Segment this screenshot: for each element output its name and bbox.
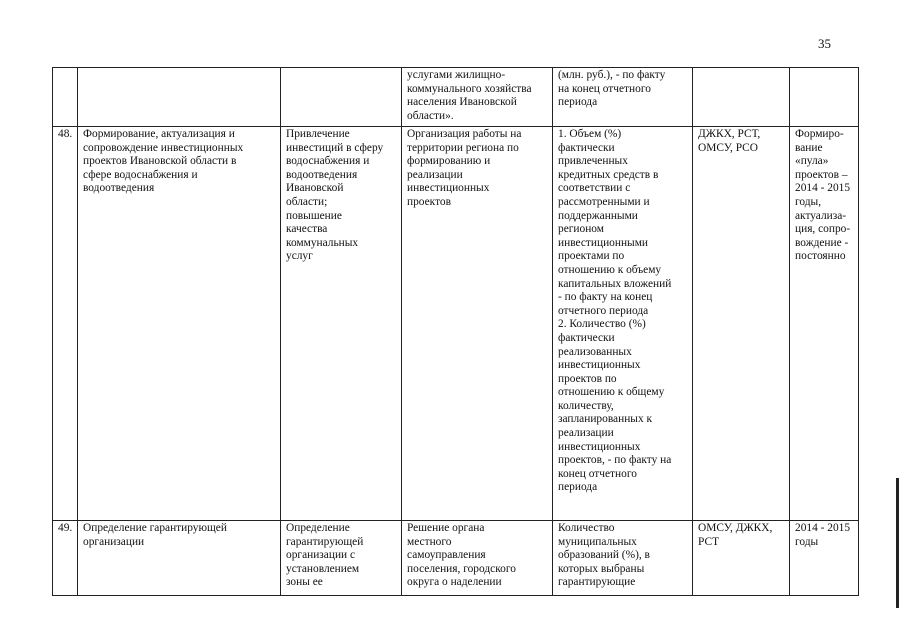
executors-cell — [693, 521, 790, 596]
row-number: 49. — [58, 522, 73, 534]
goal-cell — [281, 68, 402, 127]
table-row — [53, 127, 859, 521]
goal-text: Определение гарантирующей организации с установлением зоны ее — [286, 522, 364, 589]
indicator-text: (млн. руб.), - по факту на конец отчетного периода — [558, 69, 666, 109]
mechanism-text: Решение органа местного самоуправления поселения, городского округа о наделении — [407, 522, 516, 589]
executors-cell — [693, 127, 790, 521]
mechanism-text: Организация работы на территории региона по формированию и реализации инвестиционных проектов — [407, 128, 522, 208]
goal-cell — [281, 127, 402, 521]
deadline-cell — [790, 127, 859, 521]
mechanism-cell — [402, 68, 553, 127]
row-number: 48. — [58, 128, 73, 140]
event-cell — [78, 521, 281, 596]
scan-edge-mark — [896, 478, 899, 608]
measures-table — [52, 67, 859, 596]
executors-text: ОМСУ, ДЖКХ, РСТ — [698, 522, 773, 548]
deadline-text: 2014 - 2015 годы — [795, 522, 851, 548]
deadline-text: Формиро- вание «пула» проектов – 2014 - 2015 годы, актуализа- ция, сопро- вождение - постоянно — [795, 128, 851, 263]
page-number: 35 — [818, 36, 831, 51]
event-text: Определение гарантирующей организации — [83, 522, 227, 548]
indicator-text: Количество муниципальных образований (%), в которых выбраны гарантирующие — [558, 522, 650, 589]
table-row — [53, 521, 859, 596]
event-cell — [78, 127, 281, 521]
executors-text: ДЖКХ, РСТ, ОМСУ, РСО — [698, 128, 761, 154]
event-cell — [78, 68, 281, 127]
mechanism-cell — [402, 521, 553, 596]
executors-cell — [693, 68, 790, 127]
row-number-cell — [53, 68, 78, 127]
goal-cell — [281, 521, 402, 596]
deadline-cell — [790, 521, 859, 596]
row-number-cell — [53, 521, 78, 596]
indicator-text: 1. Объем (%) фактически привлеченных кредитных средств в соответствии с рассмотренными и поддержанными регионом инвестиционными проектами по отношению к объему капитальных вложений - по факту на конец отчетного периода 2. Количество (%) фактически реализованных инвестиционных проектов по отношению к общему количеству, запланированных к реализации инвестиционных проектов, - по факту на конец отчетного периода — [558, 128, 672, 494]
table-row — [53, 68, 859, 127]
indicator-cell — [553, 521, 693, 596]
deadline-cell — [790, 68, 859, 127]
row-number-cell — [53, 127, 78, 521]
mechanism-cell — [402, 127, 553, 521]
indicator-cell — [553, 127, 693, 521]
goal-text: Привлечение инвестиций в сферу водоснабжения и водоотведения Ивановской области; повышение качества коммунальных услуг — [286, 128, 384, 263]
indicator-cell — [553, 68, 693, 127]
event-text: Формирование, актуализация и сопровождение инвестиционных проектов Ивановской области в сфере водоснабжения и водоотведения — [83, 128, 244, 195]
mechanism-text: услугами жилищно- коммунального хозяйства населения Ивановской области». — [407, 69, 532, 122]
